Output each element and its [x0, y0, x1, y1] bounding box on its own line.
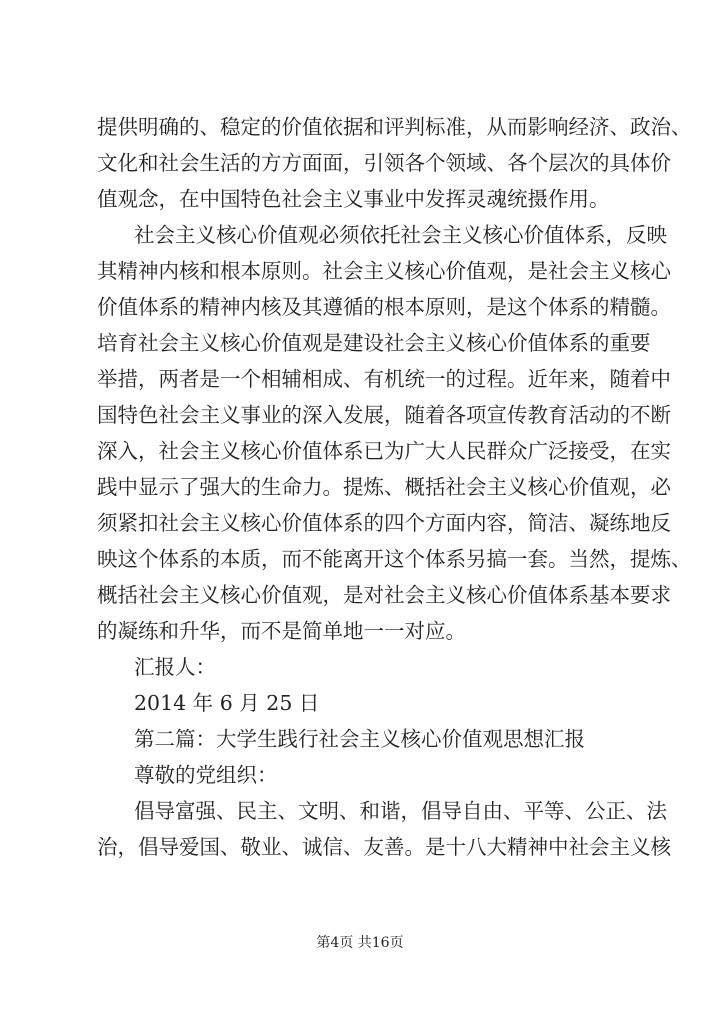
text-line: 概括社会主义核心价值观，是对社会主义核心价值体系基本要求 — [97, 583, 671, 607]
text-line: 2014 年 6 月 25 日 — [134, 691, 320, 715]
document-body — [97, 109, 692, 865]
text-line: 映这个体系的本质，而不能离开这个体系另搞一套。当然，提炼、 — [97, 547, 692, 571]
text-line: 践中显示了强大的生命力。提炼、概括社会主义核心价值观，必 — [97, 475, 671, 499]
text-line: 的凝练和升华，而不是简单地一一对应。 — [97, 619, 466, 643]
text-line: 倡导富强、民主、文明、和谐，倡导自由、平等、公正、法 — [134, 799, 667, 823]
text-line: 举措，两者是一个相辅相成、有机统一的过程。近年来，随着中 — [97, 367, 671, 391]
text-line: 其精神内核和根本原则。社会主义核心价值观，是社会主义核心 — [97, 259, 671, 283]
text-line: 社会主义核心价值观必须依托社会主义核心价值体系，反映 — [134, 223, 667, 247]
page-number-footer: 第4页 共16页 — [316, 935, 404, 951]
text-line: 须紧扣社会主义核心价值体系的四个方面内容，简洁、凝练地反 — [97, 511, 671, 535]
text-line: 值观念，在中国特色社会主义事业中发挥灵魂统摄作用。 — [97, 187, 610, 211]
text-line: 深入，社会主义核心价值体系已为广大人民群众广泛接受，在实 — [97, 439, 671, 463]
text-line: 价值体系的精神内核及其遵循的根本原则，是这个体系的精髓。 — [97, 295, 671, 319]
text-line: 培育社会主义核心价值观是建设社会主义核心价值体系的重要 — [97, 331, 651, 355]
text-line: 第二篇：大学生践行社会主义核心价值观思想汇报 — [134, 727, 585, 751]
text-line: 文化和社会生活的方方面面，引领各个领域、各个层次的具体价 — [97, 151, 671, 175]
text-line: 汇报人： — [134, 655, 216, 679]
text-line: 尊敬的党组织： — [134, 763, 278, 787]
text-line: 治，倡导爱国、敬业、诚信、友善。是十八大精神中社会主义核 — [97, 835, 671, 859]
text-line: 提供明确的、稳定的价值依据和评判标准，从而影响经济、政治、 — [97, 115, 692, 139]
text-line: 国特色社会主义事业的深入发展，随着各项宣传教育活动的不断 — [97, 403, 671, 427]
